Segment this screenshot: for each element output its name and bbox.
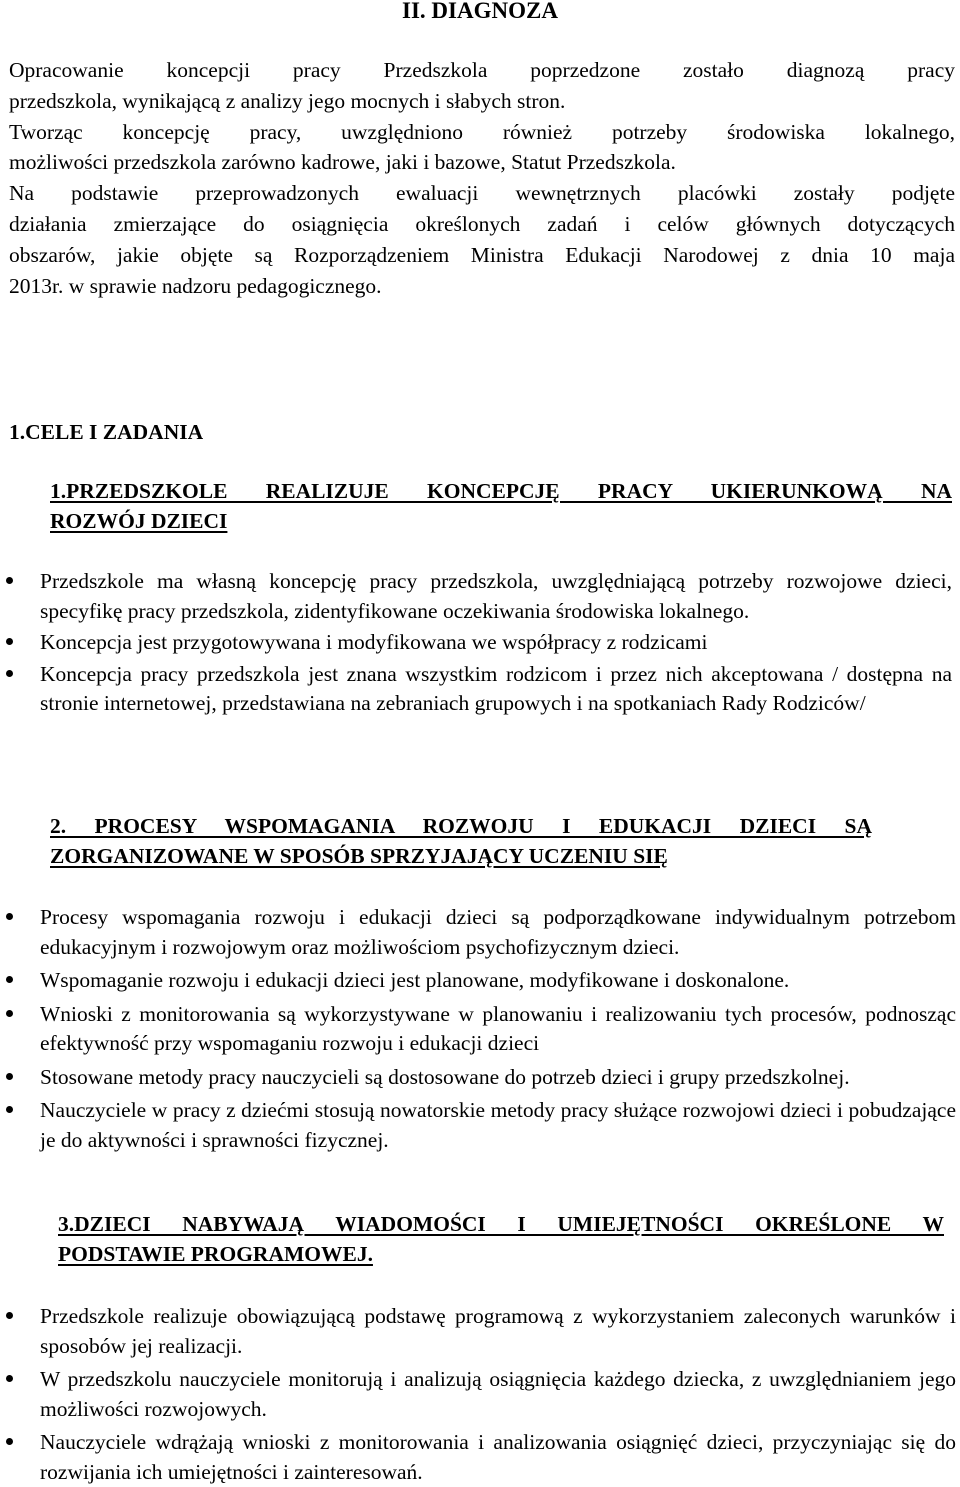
heading-line: 1.PRZEDSZKOLE REALIZUJE KONCEPCJĘ PRACY UKIERUNKOWĄ NA (50, 479, 952, 503)
bullet-icon (6, 913, 13, 920)
bullet-list-3 (0, 1302, 956, 1487)
bullet-icon (6, 1375, 13, 1382)
bullet-icon (6, 638, 13, 645)
list-item: Koncepcja jest przygotowywana i modyfikowana we współpracy z rodzicami (0, 628, 952, 658)
list-item: W przedszkolu nauczyciele monitorują i analizują osiągnięcia każdego dziecka, z uwzględnianiem jego możliwości rozwojowych. (0, 1365, 956, 1424)
intro-line: działania zmierzające do osiągnięcia określonych zadań i celów głównych dotyczących (9, 211, 955, 236)
section-heading: 1.CELE I ZADANIA (9, 420, 204, 444)
subsection-heading-3 (58, 1210, 944, 1269)
intro-line: obszarów, jakie objęte są Rozporządzeniem Ministra Edukacji Narodowej z dnia 10 maja (9, 242, 955, 267)
list-item: Wnioski z monitorowania są wykorzystywane w planowaniu i realizowaniu tych procesów, podnosząc efektywność przy wspomaganiu rozwoju i edukacji dzieci (0, 1000, 956, 1059)
intro-line: Tworząc koncepcję pracy, uwzględniono również potrzeby środowiska lokalnego, (9, 119, 955, 144)
intro-line: Opracowanie koncepcji pracy Przedszkola poprzedzone zostało diagnozą pracy (9, 58, 955, 82)
list-item: Nauczyciele w pracy z dziećmi stosują nowatorskie metody pracy służące rozwojowi dzieci i pobudzające je do aktywności i sprawności fizycznej. (0, 1096, 956, 1155)
list-item: Przedszkole realizuje obowiązującą podstawę programową z wykorzystaniem zaleconych warunków i sposobów jej realizacji. (0, 1302, 956, 1361)
bullet-icon (6, 577, 13, 584)
list-item: Koncepcja pracy przedszkola jest znana wszystkim rodzicom i przez nich akceptowana / dostępna na stronie internetowej, przedstawiana na zebraniach grupowych i na spotkaniach Rady Rodziców/ (0, 660, 952, 719)
list-item: Wspomaganie rozwoju i edukacji dzieci jest planowane, modyfikowane i doskonalone. (0, 966, 956, 996)
bullet-icon (6, 1073, 13, 1080)
intro-line: możliwości przedszkola zarówno kadrowe, jaki i bazowe, Statut Przedszkola. (9, 150, 676, 175)
bullet-icon (6, 1438, 13, 1445)
list-item: Nauczyciele wdrążają wnioski z monitorowania i analizowania osiągnięć dzieci, przyczyniając się do rozwijania ich umiejętności i zainteresowań. (0, 1428, 956, 1487)
intro-line: przedszkola, wynikającą z analizy jego mocnych i słabych stron. (9, 88, 566, 113)
bullet-icon (6, 1010, 13, 1017)
intro-paragraph (9, 55, 955, 301)
intro-line: Na podstawie przeprowadzonych ewaluacji wewnętrznych placówki zostały podjęte (9, 181, 955, 206)
intro-line: 2013r. w sprawie nadzoru pedagogicznego. (9, 273, 382, 298)
bullet-icon (6, 1106, 13, 1113)
bullet-icon (6, 670, 13, 677)
list-item: Procesy wspomagania rozwoju i edukacji dzieci są podporządkowane indywidualnym potrzebom edukacyjnym i rozwojowym oraz możliwościom psychofizycznym dzieci. (0, 903, 956, 962)
document-title: II. DIAGNOZA (402, 0, 558, 23)
subsection-heading-2 (50, 812, 872, 871)
bullet-list-1 (0, 567, 952, 719)
bullet-icon (6, 976, 13, 983)
bullet-list-2 (0, 903, 956, 1155)
list-item: Przedszkole ma własną koncepcję pracy przedszkola, uwzględniającą potrzeby rozwojowe dzieci, specyfikę pracy przedszkola, zidentyfikowane oczekiwania środowiska lokalnego. (0, 567, 952, 626)
heading-line: 2. PROCESY WSPOMAGANIA ROZWOJU I EDUKACJI DZIECI SĄ (50, 814, 872, 838)
list-item: Stosowane metody pracy nauczycieli są dostosowane do potrzeb dzieci i grupy przedszkolnej. (0, 1063, 956, 1093)
bullet-icon (6, 1312, 13, 1319)
heading-line: ROZWÓJ DZIECI (50, 508, 228, 533)
heading-line: PODSTAWIE PROGRAMOWEJ. (58, 1241, 373, 1266)
subsection-heading-1 (50, 477, 952, 536)
heading-line: ZORGANIZOWANE W SPOSÓB SPRZYJAJĄCY UCZENIU SIĘ (50, 843, 668, 868)
heading-line: 3.DZIECI NABYWAJĄ WIADOMOŚCI I UMIEJĘTNOŚCI OKREŚLONE W (58, 1212, 944, 1236)
